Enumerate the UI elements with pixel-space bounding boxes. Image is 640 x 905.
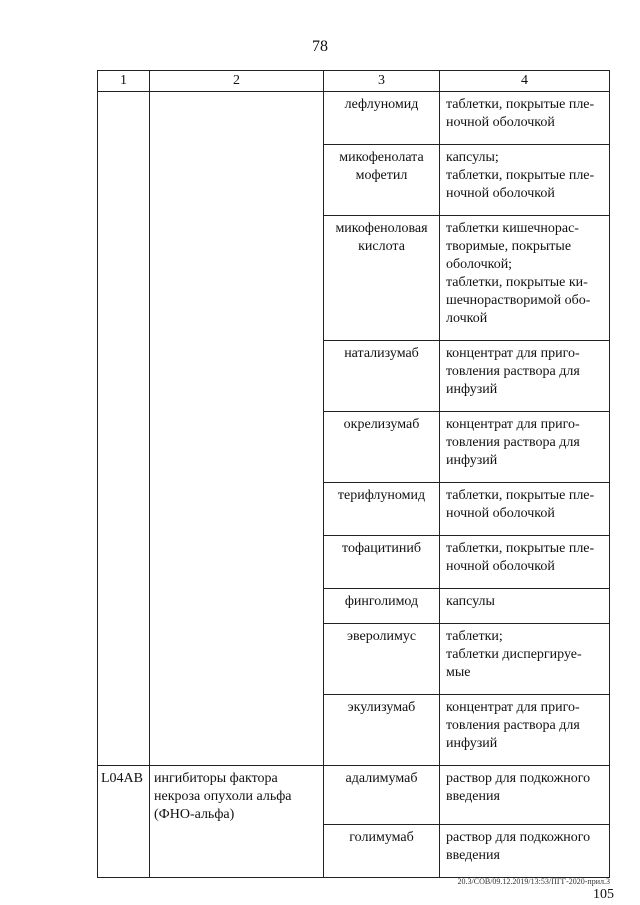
dosage-form-line: таблетки, покрытые пле-: [446, 541, 595, 556]
dosage-form-line: ночной оболочкой: [446, 506, 555, 521]
column-header-2: 2: [150, 71, 324, 92]
dosage-form-line: раствор для подкожного: [446, 771, 591, 786]
table-row: [98, 216, 610, 341]
table-row: [98, 624, 610, 695]
dosage-form-line: таблетки диспергируе-: [446, 647, 582, 662]
atc-code-cell: [98, 824, 150, 877]
table-row: [98, 412, 610, 483]
sheet-number: 105: [593, 887, 614, 902]
drug-name-cell: [324, 92, 440, 145]
dosage-form-line: инфузий: [446, 736, 498, 751]
dosage-form-line: товления раствора для: [446, 364, 580, 379]
atc-code-cell: [98, 536, 150, 589]
atc-code-cell: [98, 695, 150, 766]
dosage-form-line: таблетки;: [446, 629, 503, 644]
table-row: [98, 483, 610, 536]
dosage-form-line: ночной оболочкой: [446, 186, 555, 201]
table-header-row: [98, 71, 610, 92]
table-row: [98, 341, 610, 412]
atc-code-cell: [98, 341, 150, 412]
dosage-form-cell: [440, 483, 610, 536]
group-name-cell: [150, 341, 324, 412]
dosage-form-line: инфузий: [446, 382, 498, 397]
dosage-form-cell: [440, 216, 610, 341]
drug-name-cell: [324, 624, 440, 695]
dosage-form-line: ночной оболочкой: [446, 559, 555, 574]
group-name-cell: [150, 536, 324, 589]
dosage-form-line: инфузий: [446, 453, 498, 468]
dosage-form-line: творимые, покрытые: [446, 239, 572, 254]
document-stamp: 20.3/СОВ/09.12.2019/13:53/ПГГ-2020-прил.3: [457, 877, 610, 886]
dosage-form-line: концентрат для приго-: [446, 417, 580, 432]
drug-name-cell: [324, 483, 440, 536]
atc-code-cell: [98, 589, 150, 624]
drug-name-line: терифлуномид: [337, 488, 426, 503]
drug-name-cell: [324, 824, 440, 877]
table-row: [98, 536, 610, 589]
atc-code-cell: [98, 216, 150, 341]
drug-name-cell: [324, 536, 440, 589]
dosage-form-line: товления раствора для: [446, 435, 580, 450]
dosage-form-line: капсулы;: [446, 150, 499, 165]
drug-name-line: мофетил: [355, 168, 408, 183]
group-name-cell: [150, 624, 324, 695]
drug-name-cell: [324, 216, 440, 341]
drug-name-cell: [324, 412, 440, 483]
dosage-form-cell: [440, 536, 610, 589]
dosage-form-line: мые: [446, 665, 471, 680]
dosage-form-cell: [440, 145, 610, 216]
column-header-3: 3: [324, 71, 440, 92]
drug-name-cell: [324, 145, 440, 216]
drug-name-cell: [324, 695, 440, 766]
table-row: [98, 766, 610, 825]
drug-name-line: окрелизумаб: [343, 417, 420, 432]
dosage-form-cell: [440, 766, 610, 825]
drug-name-line: эверолимус: [346, 629, 417, 644]
dosage-form-line: таблетки кишечнорас-: [446, 221, 579, 236]
group-name-cell: [150, 483, 324, 536]
dosage-form-cell: [440, 341, 610, 412]
dosage-form-line: введения: [446, 789, 500, 804]
drug-name-line: микофенолата: [339, 150, 424, 165]
group-name-cell: ингибиторы фактора некроза опухоли альфа (ФНО-альфа): [150, 766, 324, 825]
dosage-form-cell: [440, 589, 610, 624]
table-row: [98, 824, 610, 877]
table-row: [98, 589, 610, 624]
group-name-cell: [150, 216, 324, 341]
dosage-form-line: таблетки, покрытые пле-: [446, 97, 595, 112]
dosage-form-cell: [440, 412, 610, 483]
dosage-form-line: лочкой: [446, 311, 488, 326]
atc-code-cell: [98, 145, 150, 216]
dosage-form-line: концентрат для приго-: [446, 346, 580, 361]
drug-name-line: голимумаб: [349, 829, 414, 845]
drug-name-line: финголимод: [344, 594, 419, 609]
group-name-cell: [150, 695, 324, 766]
atc-code-cell: [98, 624, 150, 695]
dosage-form-cell: [440, 92, 610, 145]
table-row: [98, 695, 610, 766]
dosage-form-cell: [440, 695, 610, 766]
dosage-form-line: товления раствора для: [446, 718, 580, 733]
dosage-form-line: раствор для подкожного: [446, 829, 591, 845]
drug-name-cell: [324, 589, 440, 624]
group-name-cell: [150, 589, 324, 624]
drug-name-line: кислота: [358, 239, 405, 254]
dosage-form-line: шечнорастворимой обо-: [446, 293, 591, 308]
column-header-4: 4: [440, 71, 610, 92]
dosage-form-line: таблетки, покрытые пле-: [446, 488, 595, 503]
dosage-form-line: концентрат для приго-: [446, 700, 580, 715]
page-number: 78: [312, 38, 328, 55]
group-name-cell: [150, 412, 324, 483]
drug-name-line: микофеноловая: [335, 221, 428, 236]
dosage-form-line: введения: [446, 847, 500, 863]
drug-name-cell: [324, 766, 440, 825]
group-name-cell: [150, 92, 324, 145]
drug-table: [97, 70, 610, 878]
atc-code-cell: [98, 92, 150, 145]
dosage-form-line: оболочкой;: [446, 257, 513, 272]
drug-name-line: экулизумаб: [347, 700, 416, 715]
drug-name-line: тофацитиниб: [342, 541, 421, 556]
column-header-1: 1: [98, 71, 150, 92]
drug-name-cell: [324, 341, 440, 412]
drug-name-line: лефлуномид: [344, 97, 419, 112]
drug-name-line: адалимумаб: [345, 771, 418, 786]
atc-code-cell: [98, 483, 150, 536]
group-name-cell: [150, 824, 324, 877]
dosage-form-cell: [440, 624, 610, 695]
table-row: [98, 145, 610, 216]
dosage-form-line: таблетки, покрытые ки-: [446, 275, 588, 290]
drug-name-line: натализумаб: [344, 346, 419, 361]
dosage-form-line: таблетки, покрытые пле-: [446, 168, 595, 183]
dosage-form-line: капсулы: [446, 594, 495, 609]
atc-code-cell: [98, 412, 150, 483]
table-row: [98, 92, 610, 145]
group-name-cell: [150, 145, 324, 216]
atc-code-cell: L04AB: [98, 766, 150, 825]
dosage-form-cell: [440, 824, 610, 877]
dosage-form-line: ночной оболочкой: [446, 115, 555, 130]
